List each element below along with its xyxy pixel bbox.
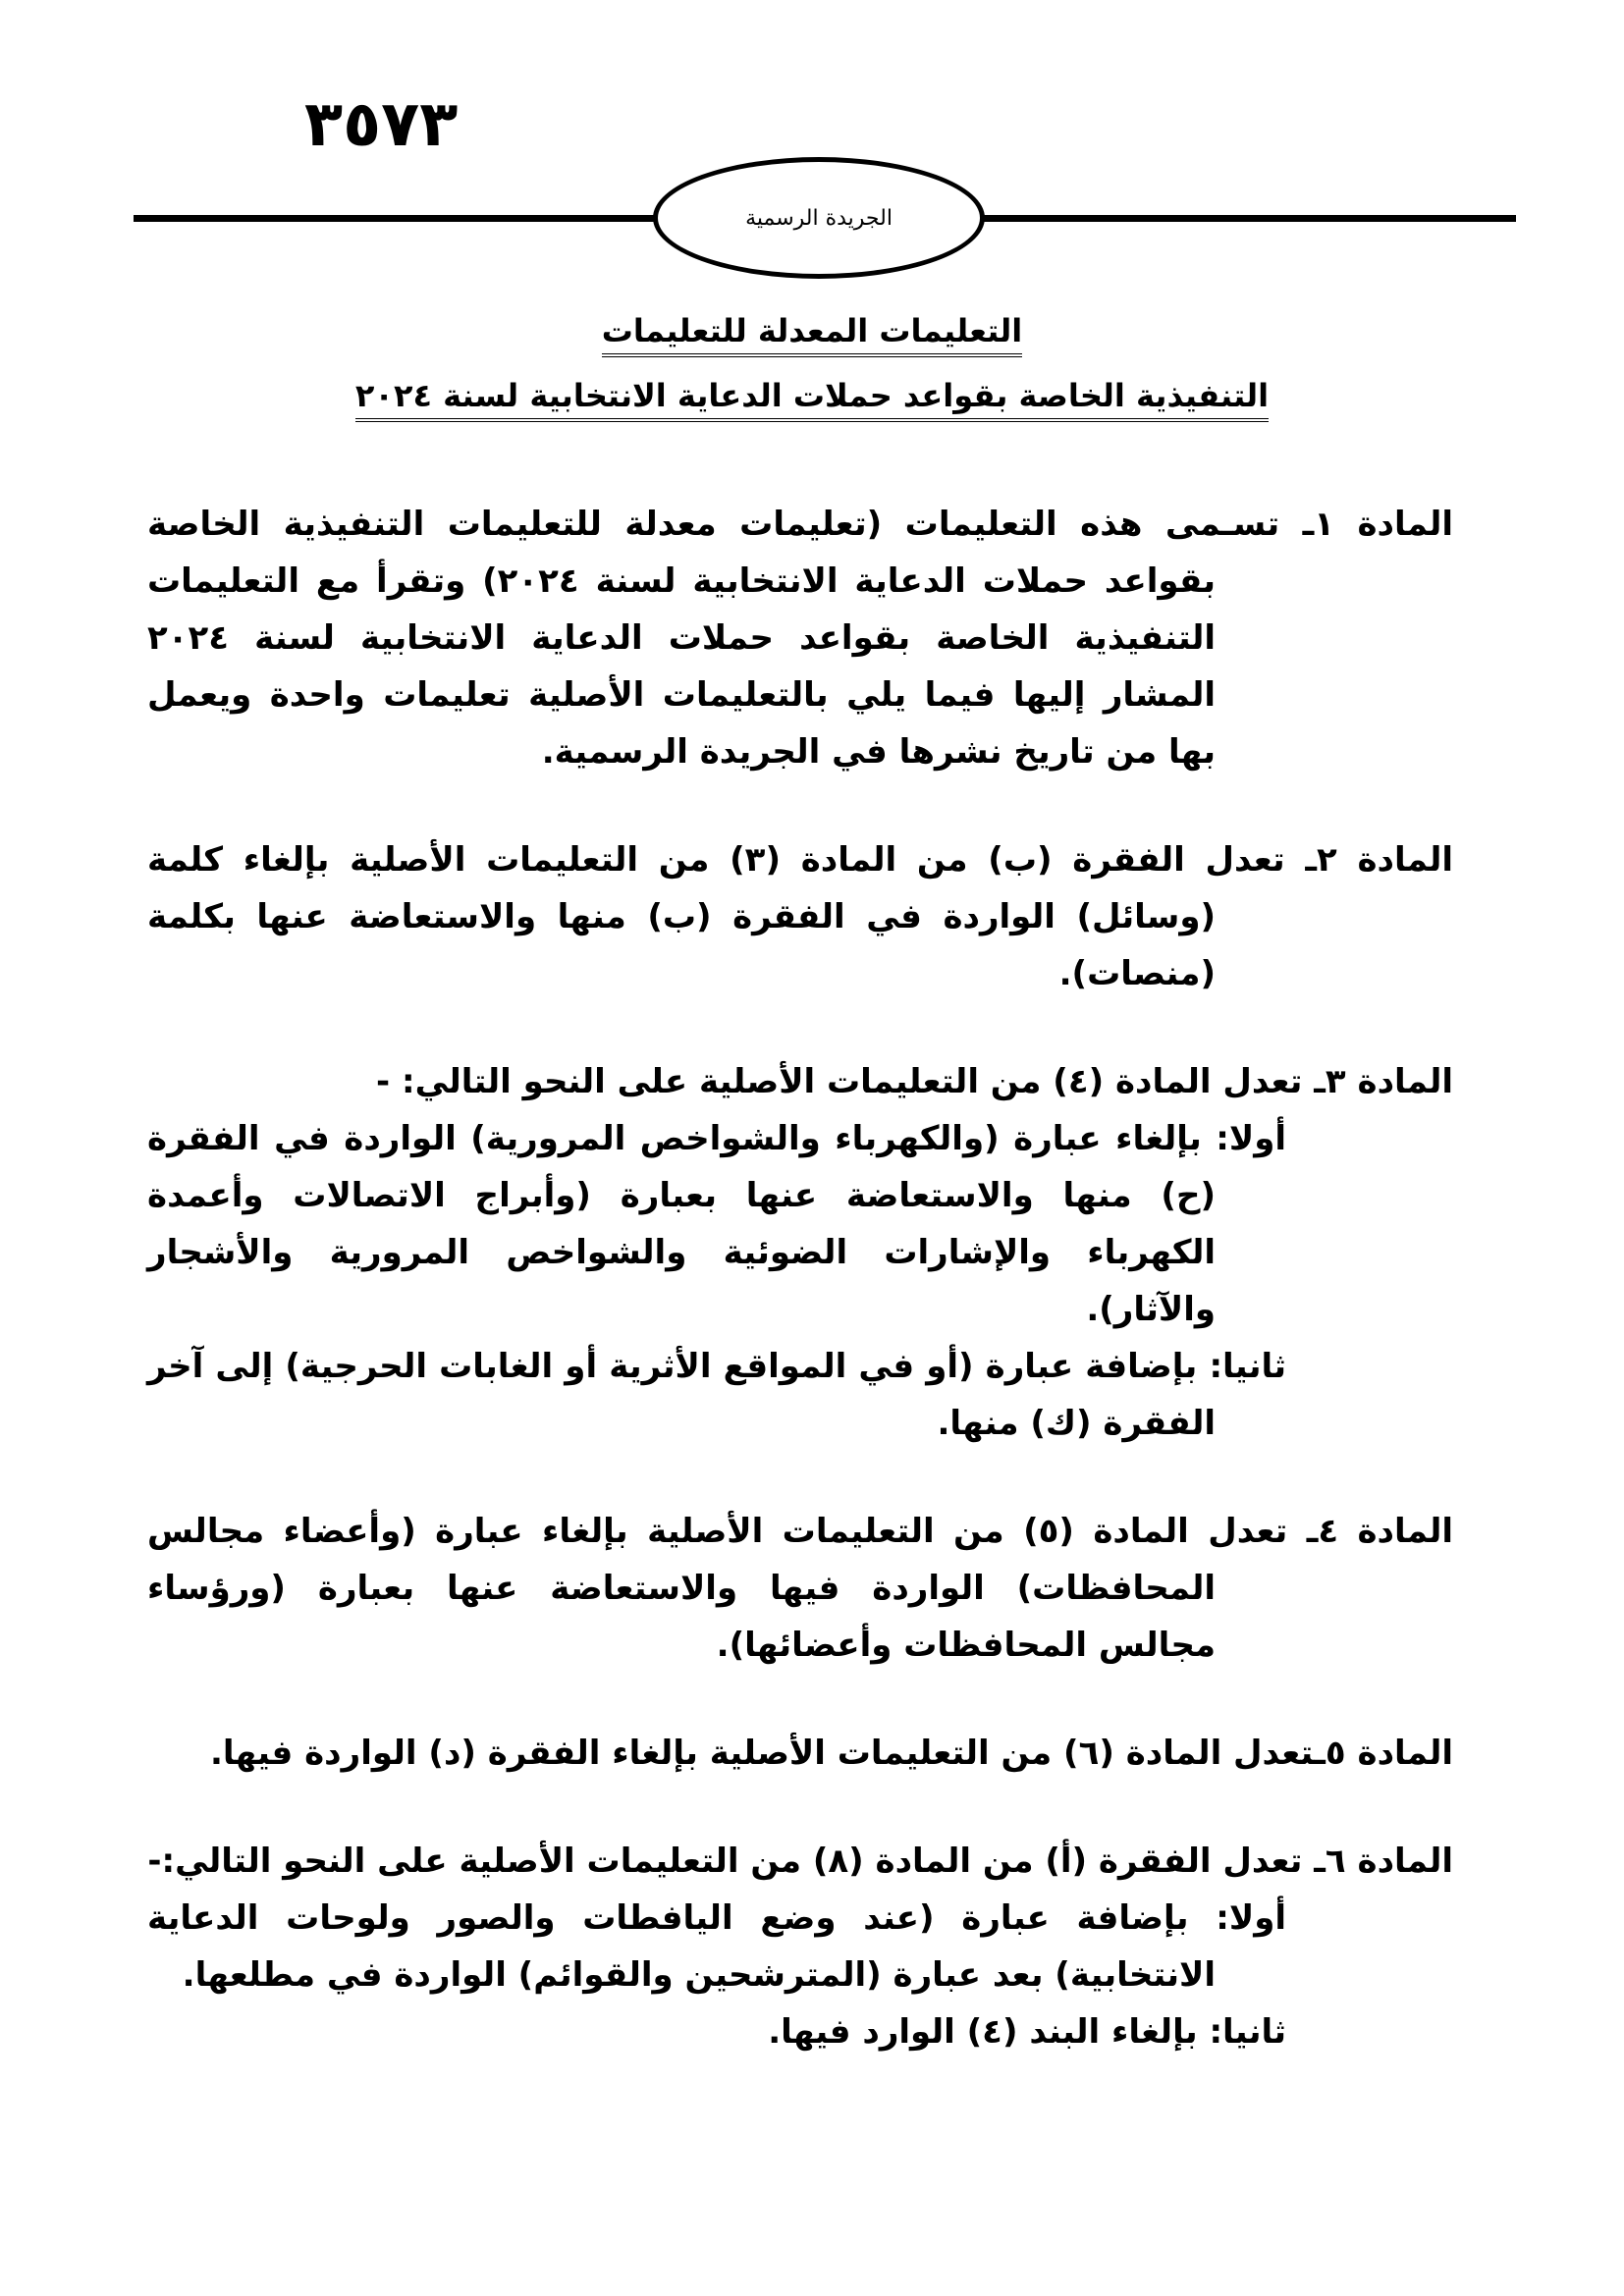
header-rule-right [982,215,1516,222]
header-rule-left [134,215,658,222]
article-text: المادة ٢ـ تعدل الفقرة (ب) من المادة (٣) من التعليمات الأصلية بإلغاء كلمة (وسائل) الواردة في الفقرة (ب) منها والاستعاضة عنها بكلمة (منصات). [147,840,1453,993]
article-text: المادة ٤ـ تعدل المادة (٥) من التعليمات الأصلية بإلغاء عبارة (وأعضاء مجالس المحافظات) الواردة فيها والاستعاضة عنها بعبارة (ورؤساء مجالس المحافظات وأعضائها). [147,1512,1453,1665]
article-item: ثانيا: بإلغاء البند (٤) الوارد فيها. [768,2012,1286,2052]
article-text: المادة ٥ـتعدل المادة (٦) من التعليمات الأصلية بإلغاء الفقرة (د) الواردة فيها. [210,1734,1453,1773]
article-2 [147,831,1453,1002]
article-4 [147,1503,1453,1674]
article-item: أولا: بإضافة عبارة (عند وضع اليافطات والصور ولوحات الدعاية الانتخابية) بعد عبارة (المترشحين والقوائم) الواردة في مطلعها. [147,1898,1286,1995]
article-text: المادة ٣ـ تعدل المادة (٤) من التعليمات الأصلية على النحو التالي: - [376,1062,1453,1101]
gazette-name: الجريدة الرسمية [745,205,893,231]
article-item: ثانيا: بإضافة عبارة (أو في المواقع الأثرية أو الغابات الحرجية) إلى آخر الفقرة (ك) منها. [147,1347,1286,1443]
title-line-1: التعليمات المعدلة للتعليمات [0,312,1624,349]
article-6 [147,1833,1453,2060]
article-item: أولا: بإلغاء عبارة (والكهرباء والشواخص المرورية) الواردة في الفقرة (ح) منها والاستعاضة عنها بعبارة (وأبراج الاتصالات وأعمدة الكهرباء والإشارات الضوئية والشواخص المرورية والأشجار والآثار). [147,1119,1286,1329]
page-number: ٣٥٧٣ [304,88,459,161]
article-text: المادة ١ـ تسـمى هذه التعليمات (تعليمات معدلة للتعليمات التنفيذية الخاصة بقواعد حملات الدعاية الانتخابية لسنة ٢٠٢٤) وتقرأ مع التعليمات التنفيذية الخاصة بقواعد حملات الدعاية الانتخابية لسنة ٢٠٢٤ المشار إليها فيما يلي بالتعليمات الأصلية تعليمات واحدة ويعمل بها من تاريخ نشرها في الجريدة الرسمية. [147,505,1453,772]
articles-body [147,496,1453,2111]
title-line-2: التنفيذية الخاصة بقواعد حملات الدعاية الانتخابية لسنة ٢٠٢٤ [0,377,1624,414]
article-text: المادة ٦ـ تعدل الفقرة (أ) من المادة (٨) من التعليمات الأصلية على النحو التالي:- [147,1842,1453,1881]
article-5 [147,1725,1453,1782]
gazette-name-ellipse [653,157,985,279]
article-3 [147,1053,1453,1452]
article-1 [147,496,1453,780]
